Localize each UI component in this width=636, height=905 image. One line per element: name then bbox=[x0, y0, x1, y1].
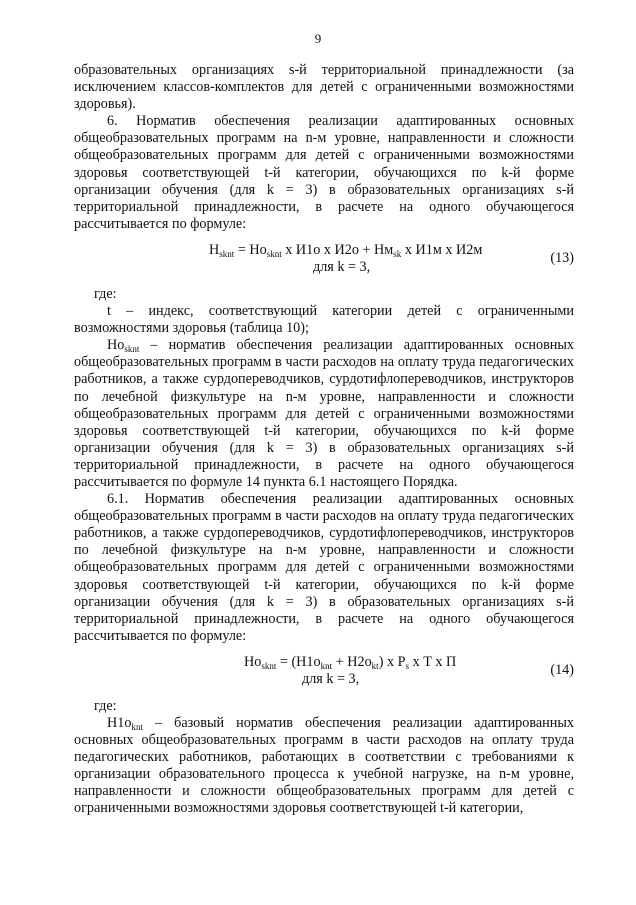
definition-h1o: $Н1о_{knt}$ – базовый норматив обеспечения реализации адаптированных основных общеобразовательных программ в части расходов на оплату труда педагогических работников, работающих в соответствии с требованиями к организации образовательного процесса к учебной нагрузке, на n-м уровне, направленности и сложности общеобразовательных программ для детей с ограниченными возможностями здоровья соответствующей t-й категории, bbox=[74, 715, 574, 817]
definition-ho: $Но_{sknt}$ – норматив обеспечения реализации адаптированных основных общеобразовательных программ в части расходов на оплату труда педагогических работников, а также сурдопереводчиков, сурдотифлопереводчиков, инструкторов по лечебной физкультуре на n-м уровне, направленности и сложности общеобразовательных программ для детей с ограниченными возможностями здоровья соответствующей t-й категории, обучающихся по k-й форме организации обучения (для k = 3) в образовательных организациях s-й территориальной принадлежности, в расчете на одного обучающегося рассчитывается по формуле 14 пункта 6.1 настоящего Порядка. bbox=[74, 337, 574, 490]
formula-14-expression: $Но_{sknt} = (Н1о_{knt} + Н2о_{kt})$ х $P_s$ х Т х П bbox=[244, 653, 457, 671]
definition-t: t – индекс, соответствующий категории детей с ограниченными возможностями здоровья (таблица 10); bbox=[74, 303, 574, 337]
paragraph-6-1: 6.1. Норматив обеспечения реализации адаптированных основных общеобразовательных программ в части расходов на оплату труда педагогических работников, а также сурдопереводчиков, сурдотифлопереводчиков, инструкторов по лечебной физкультуре на n-м уровне, направленности и сложности общеобразовательных программ для детей с ограниченными возможностями здоровья соответствующей t-й категории, обучающихся по k-й форме организации обучения (для k = 3) в образовательных организациях s-й территориальной принадлежности, в расчете на одного обучающегося рассчитывается по формуле: bbox=[74, 491, 574, 644]
formula-13 bbox=[74, 242, 574, 278]
formula-13-number: (13) bbox=[550, 249, 574, 266]
document-body bbox=[74, 62, 574, 818]
formula-13-condition: для k = 3, bbox=[313, 258, 371, 275]
where-label-1: где: bbox=[94, 285, 117, 302]
paragraph-6: 6. Норматив обеспечения реализации адаптированных основных общеобразовательных программ на n-м уровне, направленности и сложности общеобразовательных программ для детей с ограниченными возможностями здоровья соответствующей t-й категории, обучающихся по k-й форме организации обучения (для k = 3) в образовательных организациях s-й территориальной принадлежности, в расчете на одного обучающегося рассчитывается по формуле: bbox=[74, 113, 574, 232]
formula-13-expression: $Н_{sknt} = Но_{sknt}$ х И1о х $И2о + Нм_{sk}$ х И1м х И2м bbox=[209, 241, 483, 259]
paragraph-continuation: образовательных организациях s-й территориальной принадлежности (за исключением классов-комплектов для детей с ограниченными возможностями здоровья). bbox=[74, 62, 574, 113]
page-number: 9 bbox=[314, 31, 322, 46]
where-label-2: где: bbox=[94, 697, 117, 714]
formula-14 bbox=[74, 654, 574, 690]
formula-14-condition: для k = 3, bbox=[302, 670, 360, 687]
formula-14-number: (14) bbox=[550, 661, 574, 678]
